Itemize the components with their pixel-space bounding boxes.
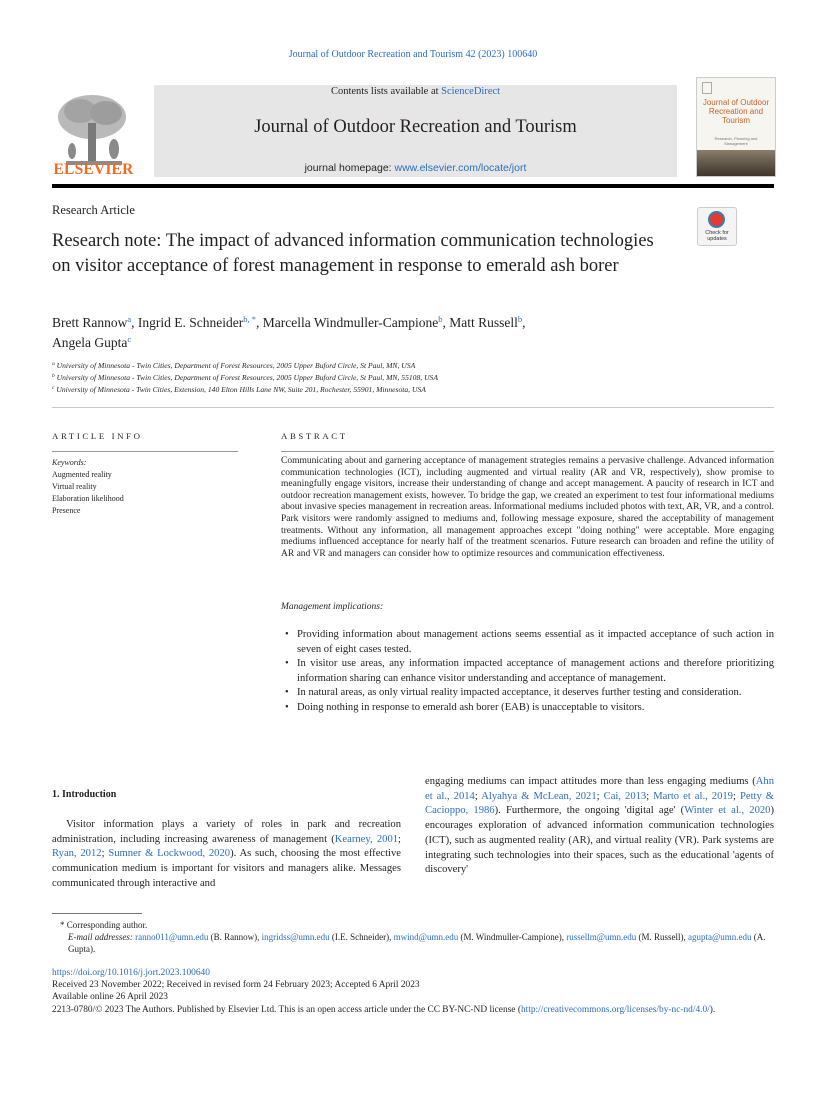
corresponding-author-note: * Corresponding author. [60, 920, 148, 930]
keyword-item: Elaboration likelihood [52, 494, 124, 503]
email-link[interactable]: mwind@umn.edu [393, 932, 459, 942]
body-text: ). Furthermore, the ongoing 'digital age' ( [494, 805, 685, 817]
publication-info [52, 967, 774, 1016]
affiliation-marker: c [52, 384, 55, 391]
email-link[interactable]: ingridss@umn.edu [261, 932, 330, 942]
homepage-link[interactable]: www.elsevier.com/locate/jort [394, 162, 527, 174]
crossmark-label: Check for updates [705, 230, 729, 242]
keywords-label: Keywords: [52, 458, 87, 467]
license-suffix: ). [709, 1004, 716, 1015]
author-separator: , [131, 315, 138, 330]
body-text: ; [474, 790, 482, 802]
implication-item: • Providing information about management actions seems essential as it impacted acceptance of such action in seven of eight cases tested. [281, 628, 774, 657]
affiliation-text: University of Minnesota - Twin Cities, Extension, 140 Elton Hills Lane NW, Suite 201, Rochester, 55901, Minnesota, USA [54, 384, 426, 394]
body-text: ; [596, 790, 604, 802]
crossmark-icon [708, 211, 725, 228]
email-label: E-mail addresses: [68, 932, 136, 942]
affiliation-text: University of Minnesota - Twin Cities, Department of Forest Resources, 2005 Upper Buford Circle, St Paul, MN, USA [54, 361, 416, 370]
affiliation-line [52, 372, 774, 384]
doi-link[interactable]: https://doi.org/10.1016/j.jort.2023.100640 [52, 968, 210, 978]
affiliation-divider [52, 407, 774, 408]
email-link[interactable]: agupta@umn.edu [688, 932, 752, 942]
email-link[interactable]: russellm@umn.edu [566, 932, 637, 942]
citation-link[interactable]: Ryan, 2012 [52, 848, 102, 860]
citation-link[interactable]: Marto et al., 2019 [653, 790, 733, 802]
author-name: Ingrid E. Schneider [137, 315, 244, 330]
email-addresses [52, 931, 774, 955]
body-text: Visitor information plays a variety of roles in park and recreation administration, including increasing awareness of management ( [52, 819, 401, 845]
implication-item: • Doing nothing in response to emerald ash borer (EAB) is unacceptable to visitors. [281, 701, 774, 716]
sciencedirect-link[interactable]: ScienceDirect [441, 86, 501, 97]
affiliation-text: University of Minnesota - Twin Cities, Department of Forest Resources, 2005 Upper Buford Circle, St Paul, MN, 55108, USA [54, 372, 438, 382]
body-text: ; [101, 848, 109, 860]
author-separator: , [442, 315, 450, 330]
crossmark-badge[interactable] [697, 207, 737, 246]
license-prefix: 2213-0780/© 2023 The Authors. Published by Elsevier Ltd. This is an open access article under the CC BY-NC-ND license ( [52, 1004, 521, 1015]
online-date: Available online 26 April 2023 [52, 992, 168, 1003]
affiliations [52, 360, 774, 395]
journal-reference[interactable]: Journal of Outdoor Recreation and Tourism 42 (2023) 100640 [288, 49, 538, 60]
affiliation-line [52, 360, 774, 372]
journal-cover-thumbnail[interactable] [696, 77, 776, 177]
keyword-item: Augmented reality [52, 470, 112, 479]
implication-item: • In visitor use areas, any information impacted acceptance of management actions and therefore prioritizing information sharing can enhance visitor understanding and acceptance of management. [281, 657, 774, 686]
email-owner: (B. Rannow), [208, 932, 262, 942]
cover-subtitle: Research, Planning and Management [714, 136, 758, 146]
affiliation-marker: b [52, 372, 55, 379]
citation-link[interactable]: Alyahya & McLean, 2021 [481, 790, 597, 802]
author-affiliation-marker[interactable]: b [438, 314, 443, 324]
license-link[interactable]: http://creativecommons.org/licenses/by-nc-nd/4.0/ [520, 1004, 710, 1015]
affiliation-marker: a [52, 361, 55, 367]
author-name: Angela Gupta [52, 334, 128, 350]
body-text: ). As such, choosing the most effective communication medium is important for visitors and managers alike. Messages communicated through interactive and [52, 848, 401, 889]
abstract-text: Communicating about and garnering acceptance of management strategies remains a pervasive challenge. Advanced information communication technologies (ICT), including augmented and virtual reality (AR and VR, respectively), show promise to meaningfully engage visitors, increase their understanding of change and accept management. A paucity of research in ICT and outdoor recreation management exists, however. To bridge the gap, we created an experiment to test four informational mediums about invasive species management in recreation areas. Informational mediums included photos with text, AR, VR, and a control. Park visitors were randomly assigned to mediums and, following message exposure, shared the acceptability of management treatments. Without any information, all management approaches except "doing nothing" were acceptable. More engaging mediums influenced acceptance for nearly half of the treatment scenarios. Future research can broaden and refine the utility of AR and VR and managers can consider how to optimize resources and communication effectiveness. [281, 456, 774, 559]
author-name: Marcella Windmuller-Campione [262, 315, 439, 330]
citation-link[interactable]: Cai, 2013 [603, 790, 647, 802]
homepage-prefix: journal homepage: [304, 162, 395, 174]
author-separator: , [522, 315, 526, 330]
intro-left-column [52, 818, 401, 892]
author-affiliation-marker[interactable]: c [127, 333, 132, 344]
email-owner: (A. Gupta). [68, 932, 766, 954]
author-list [52, 313, 774, 352]
received-dates: Received 23 November 2022; Received in revised form 24 February 2023; Accepted 6 April 2023 [52, 980, 420, 991]
publisher-logo-text[interactable]: ELSEVIER [53, 161, 134, 178]
email-owner: (M. Russell), [636, 932, 689, 942]
body-text: ; [732, 790, 740, 802]
cover-logo-icon [702, 82, 712, 94]
journal-title: Journal of Outdoor Recreation and Tourism [254, 117, 577, 137]
contents-line [154, 86, 677, 97]
journal-masthead [154, 85, 677, 177]
abstract-heading: ABSTRACT [281, 431, 348, 441]
author-name: Matt Russell [449, 315, 518, 330]
author-affiliation-marker[interactable]: b [517, 314, 523, 324]
citation-link[interactable]: Petty & Cacioppo, 1986 [425, 790, 775, 817]
keyword-item: Presence [52, 506, 81, 515]
author-affiliation-marker[interactable]: a [127, 314, 132, 324]
introduction-heading: 1. Introduction [52, 789, 117, 800]
body-text: ; [398, 833, 401, 845]
article-type: Research Article [52, 203, 135, 217]
body-text: ) encourages exploration of advanced information communication technologies (ICT), such as augmented reality (AR), and virtual reality (VR). Park systems are integrating such technologies into their spaces, such as the educational 'agents of discovery' [425, 805, 774, 876]
email-owner: (I.E. Schneider), [329, 932, 394, 942]
body-text: engaging mediums can impact attitudes more than less engaging mediums ( [425, 776, 756, 787]
citation-link[interactable]: Winter et al., 2020 [684, 805, 771, 817]
management-implications-label: Management implications: [281, 602, 384, 612]
header-divider [52, 184, 774, 188]
author-name: Brett Rannow [52, 315, 128, 330]
article-info-heading: ARTICLE INFO [52, 431, 143, 441]
author-affiliation-marker[interactable]: b, * [243, 314, 256, 324]
citation-link[interactable]: Ahn et al., 2014 [425, 776, 774, 802]
email-link[interactable]: ranno011@umn.edu [135, 932, 209, 942]
article-info-divider [52, 451, 238, 452]
homepage-line [154, 162, 677, 174]
citation-link[interactable]: Kearney, 2001 [334, 833, 399, 845]
footnotes [52, 919, 774, 955]
keywords-block [52, 457, 124, 517]
article-title: Research note: The impact of advanced information communication technologies on visitor acceptance of forest management in response to emerald ash borer [52, 231, 654, 276]
contents-prefix: Contents lists available at [330, 86, 442, 97]
intro-right-column [425, 775, 774, 878]
license-statement [52, 1004, 774, 1016]
affiliation-line [52, 384, 774, 396]
implication-item: • In natural areas, as only virtual reality impacted acceptance, it deserves further testing and consideration. [281, 686, 774, 701]
keyword-item: Virtual reality [52, 482, 97, 491]
citation-link[interactable]: Sumner & Lockwood, 2020 [108, 848, 231, 860]
email-owner: (M. Windmuller-Campione), [458, 932, 567, 942]
management-implications-list [281, 628, 774, 716]
cover-photo [697, 150, 775, 176]
author-separator: , [256, 315, 263, 330]
cover-title: Journal of Outdoor Recreation and Tourism [702, 98, 770, 125]
body-text: ; [646, 790, 654, 802]
footnote-divider [52, 913, 142, 914]
abstract-divider [281, 451, 774, 452]
